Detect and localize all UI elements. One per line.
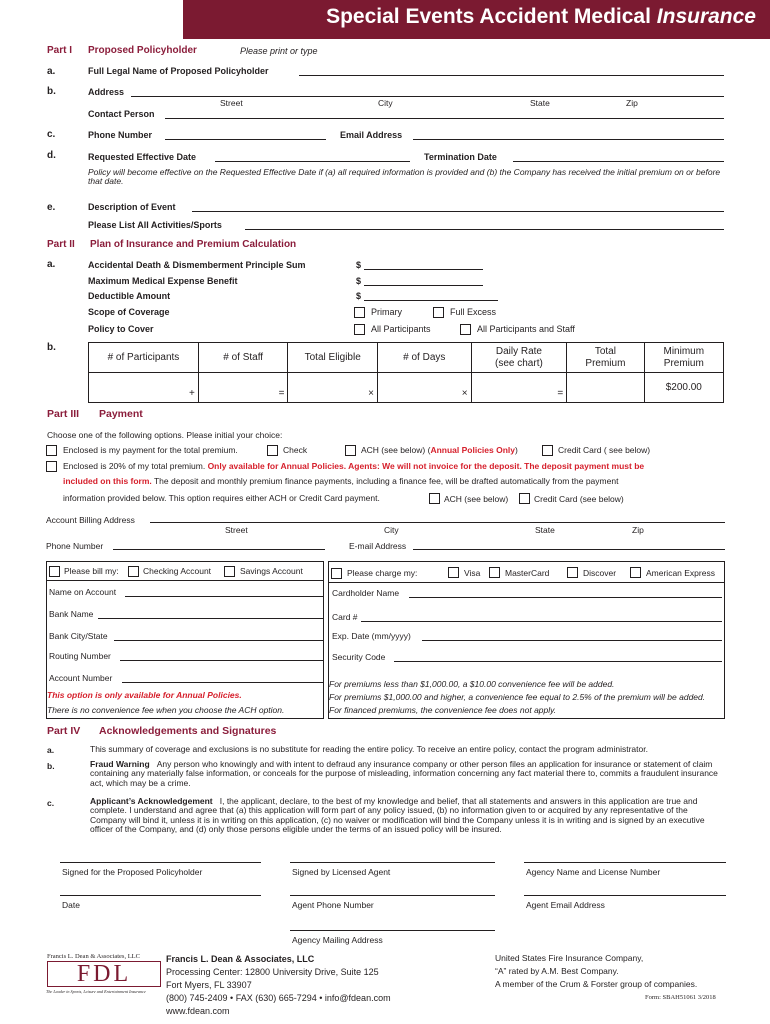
equals-operator: = (278, 388, 285, 399)
address-field[interactable] (131, 96, 724, 97)
card-number-field[interactable] (361, 621, 722, 622)
days-cell[interactable] (377, 373, 471, 403)
discover-label: Discover (583, 568, 617, 578)
times-operator: × (368, 388, 374, 399)
equals-operator: = (557, 388, 564, 399)
part4-a-text: This summary of coverage and exclusions is no substitute for reading the entire policy. To receive an entire policy, contact the program administrator. (90, 744, 648, 754)
add-amount-field[interactable] (364, 269, 483, 270)
logo-small-text: Francis L. Dean & Associates, LLC (47, 953, 140, 960)
header-bar (183, 0, 770, 39)
item-d-label: d. (47, 150, 56, 161)
acct-number-label: Account Number (49, 673, 113, 683)
cc-below-checkbox[interactable] (519, 493, 530, 504)
part1-title: Proposed Policyholder (88, 45, 197, 56)
zip-caption: Zip (626, 98, 638, 108)
ach-checkbox[interactable] (345, 445, 356, 456)
date-field[interactable] (60, 895, 261, 896)
visa-label: Visa (464, 568, 481, 578)
no-fee-note: There is no convenience fee when you choose the ACH option. (47, 705, 285, 715)
billing-email-field[interactable] (413, 549, 725, 550)
deductible-label: Deductible Amount (88, 291, 171, 301)
exp-date-label: Exp. Date (mm/yyyy) (332, 631, 411, 641)
eff-date-label: Requested Effective Date (88, 152, 197, 162)
visa-checkbox[interactable] (448, 567, 459, 578)
part4-label: Part IV (47, 725, 81, 737)
part3-title: Payment (99, 408, 143, 420)
email-field[interactable] (413, 139, 724, 140)
routing-label: Routing Number (49, 651, 111, 661)
event-desc-label: Description of Event (88, 202, 176, 212)
cardholder-field[interactable] (409, 597, 722, 598)
divider (328, 582, 725, 583)
zip-caption: Zip (632, 525, 644, 535)
insurer-line1: United States Fire Insurance Company, (495, 953, 644, 963)
opt2-checkbox[interactable] (46, 461, 57, 472)
participants-cell[interactable] (89, 373, 199, 403)
acct-number-field[interactable] (122, 682, 324, 683)
mastercard-checkbox[interactable] (489, 567, 500, 578)
policy-note: Policy will become effective on the Requested Effective Date if (a) all required information is provided and (b) the Company has received the initial premium on or before that date. (88, 167, 721, 187)
primary-checkbox[interactable] (354, 307, 365, 318)
col-header-total-premium: Total Premium (567, 343, 644, 373)
col-header-min-premium: Minimum Premium (644, 343, 723, 373)
bank-city-label: Bank City/State (49, 631, 108, 641)
add-label: Accidental Death & Dismemberment Principle Sum (88, 260, 306, 270)
fdl-logo (47, 961, 161, 987)
phone-field[interactable] (165, 139, 326, 140)
bank-name-field[interactable] (98, 618, 324, 619)
term-date-label: Termination Date (424, 152, 497, 162)
term-date-field[interactable] (513, 161, 724, 162)
ach-below-label: ACH (see below) (444, 494, 509, 504)
amex-checkbox[interactable] (630, 567, 641, 578)
col-header-daily-rate: Daily Rate (see chart) (471, 343, 567, 373)
fee-note-3: For financed premiums, the convenience fee does not apply. (329, 705, 557, 715)
daily-rate-cell[interactable] (471, 373, 567, 403)
bill-me-label: Please bill my: (64, 566, 119, 576)
address-label: Address (88, 87, 125, 97)
footer-contact: (800) 745-2409 • FAX (630) 665-7294 • info@fdean.com (166, 993, 391, 1003)
state-caption: State (535, 525, 555, 535)
cc-below-label: Credit Card (see below) (534, 494, 624, 504)
city-caption: City (378, 98, 393, 108)
part3-label: Part III (47, 408, 80, 420)
event-desc-field[interactable] (192, 211, 724, 212)
name-on-account-field[interactable] (125, 596, 324, 597)
agency-name-label: Agency Name and License Number (526, 867, 661, 877)
sig-agent-field[interactable] (290, 862, 495, 863)
amex-label: American Express (646, 568, 715, 578)
max-med-amount-field[interactable] (364, 285, 483, 286)
agency-address-label: Agency Mailing Address (292, 935, 383, 945)
activities-label: Please List All Activities/Sports (88, 220, 222, 230)
all-participants-label: All Participants (371, 324, 431, 334)
agency-address-field[interactable] (290, 930, 495, 931)
billing-email-label: E-mail Address (349, 541, 407, 551)
footer-addr2: Fort Myers, FL 33907 (166, 980, 252, 990)
premium-calculation-table (88, 342, 724, 403)
exp-date-field[interactable] (422, 640, 722, 641)
billing-phone-label: Phone Number (46, 541, 104, 551)
policy-cover-label: Policy to Cover (88, 324, 154, 334)
col-header-participants: # of Participants (89, 343, 199, 373)
cardholder-label: Cardholder Name (332, 588, 400, 598)
legal-name-label: Full Legal Name of Proposed Policyholder (88, 66, 269, 76)
fraud-warning: Fraud Warning Any person who knowingly and with intent to defraud any insurance company or other person files an application for insurance or statement of claim containing any materially false information, or conceals for the purpose of misleading, information concerning any fact material there to, commits a fraudulent insurance act, which may be a crime. (90, 759, 718, 788)
col-header-staff: # of Staff (198, 343, 288, 373)
divider (46, 580, 324, 581)
dollar-sign: $ (356, 260, 362, 270)
footer-addr1: Processing Center: 12800 University Drive, Suite 125 (166, 967, 379, 977)
contact-field[interactable] (165, 118, 724, 119)
check-label: Check (283, 445, 308, 455)
checking-label: Checking Account (143, 566, 212, 576)
part2-label: Part II (47, 239, 75, 250)
check-checkbox[interactable] (267, 445, 278, 456)
routing-field[interactable] (120, 660, 324, 661)
acct-billing-field[interactable] (150, 522, 725, 523)
insurer-line2: “A” rated by A.M. Best Company. (495, 966, 619, 976)
street-caption: Street (225, 525, 248, 535)
sig-agent-label: Signed by Licensed Agent (292, 867, 391, 877)
agency-name-field[interactable] (524, 862, 726, 863)
item-c-label: c. (47, 129, 56, 140)
sig-policyholder-label: Signed for the Proposed Policyholder (62, 867, 203, 877)
opt1-checkbox[interactable] (46, 445, 57, 456)
item-b-label: b. (47, 86, 56, 97)
col-header-total-eligible: Total Eligible (288, 343, 378, 373)
fee-note-1: For premiums less than $1,000.00, a $10.00 convenience fee will be added. (329, 679, 615, 689)
bill-me-checkbox[interactable] (49, 566, 60, 577)
applicant-acknowledgement: Applicant’s Acknowledgement I, the applicant, declare, to the best of my knowledge and belief, that all statements and answers in this application are true and complete. I understand and agree that (a) this application will form part of any policy issued, (b) no information given to or acquired by any representative of the Company will bind it, unless it is in writing on this application, (c) no waiver or modification will bind the Company unless it is in writing and is signed by an executive officer of the Company, and (d) only those persons eligible under the terms of an issued policy will be insured. (90, 796, 705, 835)
staff-cell[interactable] (198, 373, 288, 403)
bank-name-label: Bank Name (49, 609, 94, 619)
eff-date-field[interactable] (215, 161, 410, 162)
primary-label: Primary (371, 307, 402, 317)
fdl-logo-text: FDL (76, 961, 132, 987)
all-participants-checkbox[interactable] (354, 324, 365, 335)
date-label: Date (62, 900, 80, 910)
part4-c-label: c. (47, 798, 55, 808)
dollar-sign: $ (356, 276, 362, 286)
part1-label: Part I (47, 45, 73, 56)
footer-company: Francis L. Dean & Associates, LLC (166, 954, 315, 964)
opt1-label: Enclosed is my payment for the total premium. (63, 445, 238, 455)
logo-tagline: The Leader in Sports, Leisure and Entertainment Insurance (46, 989, 146, 994)
all-participants-staff-checkbox[interactable] (460, 324, 471, 335)
ach-label: ACH (see below) (Annual Policies Only) (361, 445, 518, 455)
max-med-label: Maximum Medical Expense Benefit (88, 276, 238, 286)
fee-note-2: For premiums $1,000.00 and higher, a convenience fee equal to 2.5% of the premium will be added. (329, 692, 706, 702)
annual-only-note: This option is only available for Annual Policies. (47, 690, 242, 700)
charge-me-label: Please charge my: (347, 568, 418, 578)
page-title: Special Events Accident Medical Insurance (326, 5, 756, 28)
times-operator: × (461, 388, 468, 399)
part4-a-label: a. (47, 745, 55, 755)
phone-label: Phone Number (88, 130, 153, 140)
state-caption: State (530, 98, 550, 108)
mastercard-label: MasterCard (505, 568, 550, 578)
name-on-account-label: Name on Account (49, 587, 117, 597)
bank-city-field[interactable] (114, 640, 324, 641)
item-e-label: e. (47, 202, 56, 213)
charge-me-checkbox[interactable] (331, 568, 342, 579)
city-caption: City (384, 525, 399, 535)
security-code-field[interactable] (394, 661, 722, 662)
item-a-label: a. (47, 66, 56, 77)
discover-checkbox[interactable] (567, 567, 578, 578)
col-header-days: # of Days (377, 343, 471, 373)
activities-field[interactable] (245, 229, 724, 230)
total-premium-cell[interactable] (567, 373, 644, 403)
dollar-sign: $ (356, 291, 362, 301)
agent-phone-label: Agent Phone Number (292, 900, 374, 910)
credit-card-checkbox[interactable] (542, 445, 553, 456)
total-eligible-cell[interactable] (288, 373, 378, 403)
part4-b-label: b. (47, 761, 55, 771)
deductible-amount-field[interactable] (364, 300, 498, 301)
part2-title: Plan of Insurance and Premium Calculation (90, 239, 297, 250)
billing-phone-field[interactable] (113, 549, 325, 550)
choose-instruction: Choose one of the following options. Please initial your choice: (47, 430, 283, 440)
checking-checkbox[interactable] (128, 566, 139, 577)
contact-label: Contact Person (88, 109, 155, 119)
ach-below-checkbox[interactable] (429, 493, 440, 504)
acct-billing-label: Account Billing Address (46, 515, 135, 525)
card-number-label: Card # (332, 612, 358, 622)
email-label: Email Address (340, 130, 403, 140)
savings-checkbox[interactable] (224, 566, 235, 577)
all-participants-staff-label: All Participants and Staff (477, 324, 575, 334)
part2-a-label: a. (47, 259, 56, 270)
form-number: Form: SBAH51061 3/2018 (645, 994, 716, 1001)
footer-web-link[interactable]: www.fdean.com (166, 1006, 230, 1016)
agent-phone-field[interactable] (290, 895, 495, 896)
part2-b-label: b. (47, 342, 56, 353)
legal-name-field[interactable] (299, 75, 724, 76)
opt2-line3: information provided below. This option requires either ACH or Credit Card payment. (63, 493, 380, 503)
security-code-label: Security Code (332, 652, 386, 662)
opt2-line2: included on this form. The deposit and monthly premium finance payments, including a finance fee, will be drafted automatically from the payment (63, 476, 619, 486)
insurer-line3: A member of the Crum & Forster group of companies. (495, 979, 698, 989)
agent-email-label: Agent Email Address (526, 900, 605, 910)
opt2-label: Enclosed is 20% of my total premium. Only available for Annual Policies. Agents: We will not invoice for the deposit. The deposit payment must be (63, 461, 645, 471)
credit-card-label: Credit Card ( see below) (558, 445, 651, 455)
full-excess-label: Full Excess (450, 307, 497, 317)
scope-label: Scope of Coverage (88, 307, 170, 317)
part1-hint: Please print or type (240, 46, 318, 56)
part4-title: Acknowledgements and Signatures (99, 725, 277, 737)
agent-email-field[interactable] (524, 895, 726, 896)
full-excess-checkbox[interactable] (433, 307, 444, 318)
plus-operator: + (189, 388, 195, 399)
street-caption: Street (220, 98, 243, 108)
savings-label: Savings Account (240, 566, 303, 576)
min-premium-value: $200.00 (644, 373, 723, 403)
sig-policyholder-field[interactable] (60, 862, 261, 863)
